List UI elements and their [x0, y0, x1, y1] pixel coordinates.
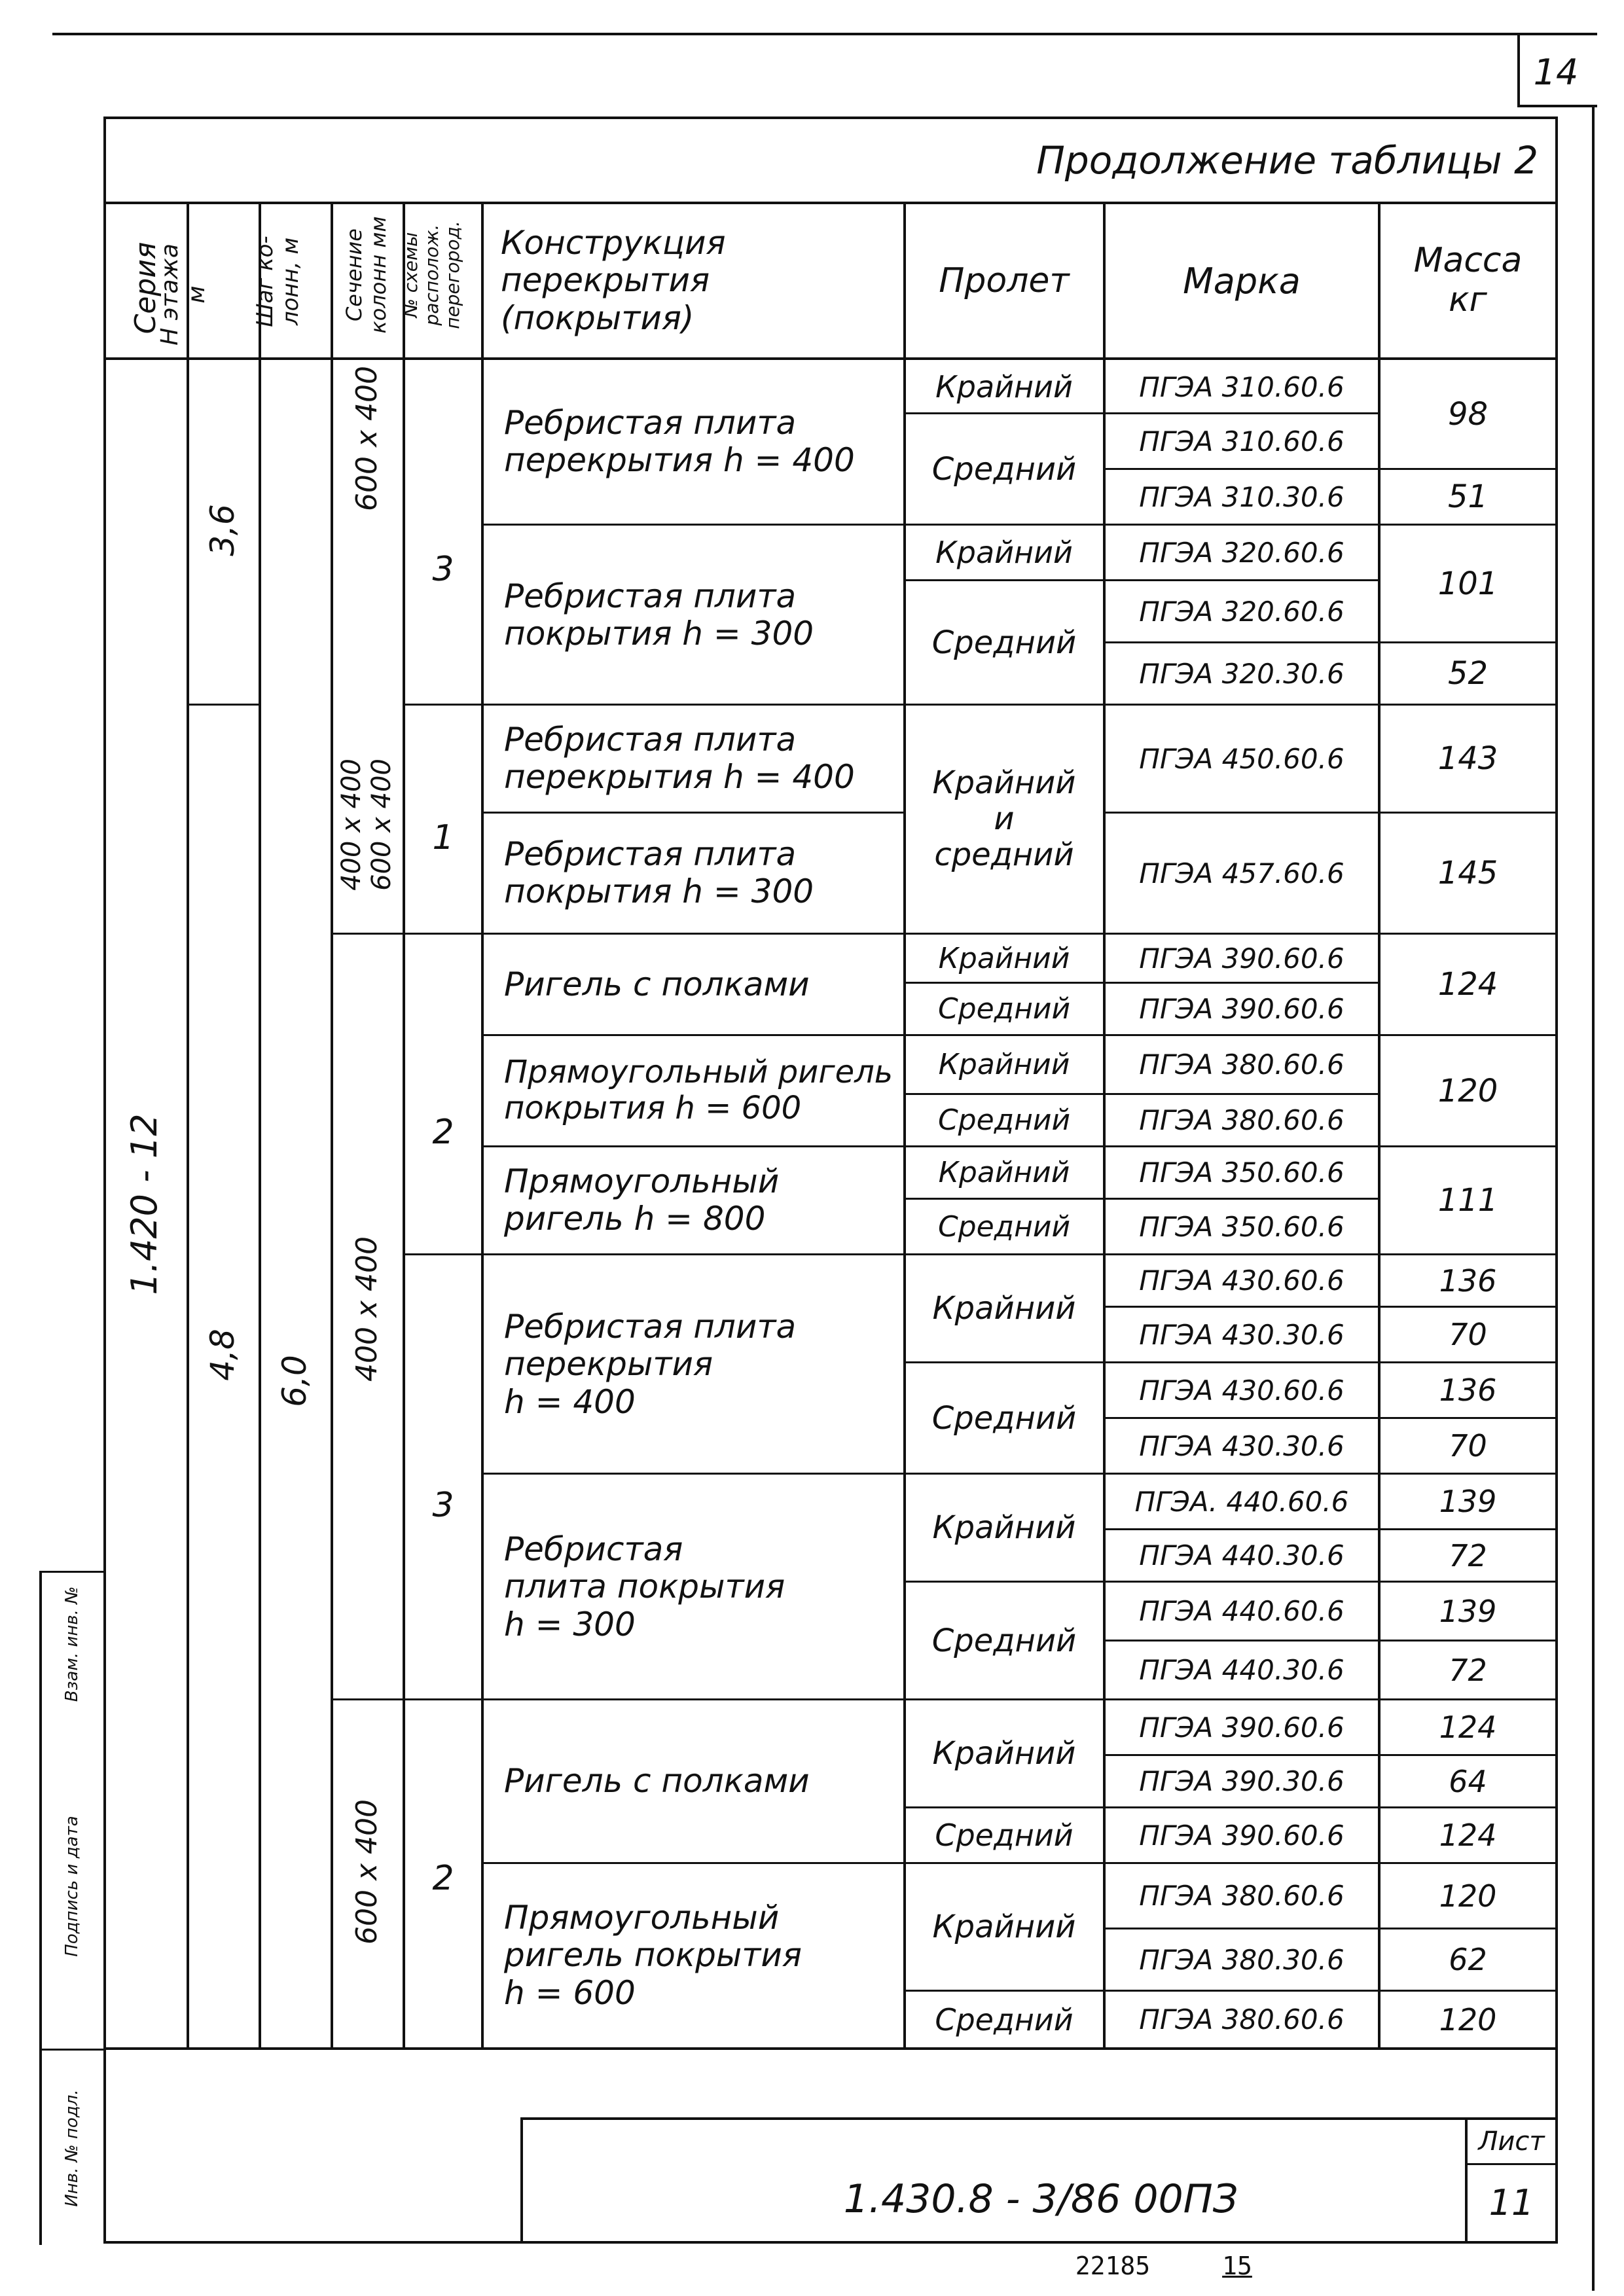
header-column-section: Сечение колонн мм: [342, 216, 391, 334]
mass-sep-18: [1378, 1754, 1558, 1756]
mark-21: ПГЭА 440.60.6: [1139, 1595, 1344, 1627]
span-sep-13: [903, 1473, 1106, 1475]
col-line-1: [187, 202, 189, 2050]
header-construction: Конструкция перекрытия (покрытия): [501, 223, 726, 337]
header-mass: Масса кг: [1413, 241, 1523, 319]
mark-sep-18: [1103, 1473, 1380, 1475]
mark-5: ПГЭА 320.60.6: [1139, 595, 1344, 628]
section-4: 600 х 400: [350, 1799, 384, 1945]
mass-15: 72: [1449, 1537, 1487, 1573]
sheet-label: Лист: [1478, 2126, 1545, 2157]
mass-11: 70: [1449, 1317, 1487, 1352]
mark-14: ПГЭА 350.60.6: [1139, 1210, 1344, 1243]
span-sep-9: [903, 1145, 1106, 1147]
mark-sep-6: [1103, 704, 1380, 706]
header-partition-scheme: № схемы располож. перегород.: [399, 221, 464, 329]
span-9: Средний: [937, 1103, 1071, 1137]
span-11: Средний: [937, 1210, 1071, 1244]
mark-10: ПГЭА 390.60.6: [1139, 993, 1344, 1025]
span-sep-18: [903, 1990, 1106, 1992]
mark-12: ПГЭА 380.60.6: [1139, 1104, 1344, 1136]
span-sep-10: [903, 1198, 1106, 1200]
mass-sep-5: [1378, 812, 1558, 814]
mass-22: 62: [1449, 1942, 1487, 1977]
span-5: Крайний и средний: [932, 764, 1076, 874]
mark-sep-13: [1103, 1198, 1380, 1200]
span-10: Крайний: [938, 1156, 1070, 1189]
scheme-sep-1: [403, 704, 484, 706]
header-series: Серия: [128, 242, 162, 334]
mass-20: 124: [1439, 1818, 1497, 1853]
mass-4: 52: [1447, 655, 1489, 692]
constr-sep-10: [481, 1862, 906, 1864]
construction-1: Ребристая плита перекрытия h = 400: [504, 403, 855, 479]
mass-sep-3: [1378, 641, 1558, 643]
span-8: Крайний: [938, 1048, 1070, 1081]
mass-14: 139: [1439, 1484, 1497, 1519]
title-block-left: [520, 2117, 523, 2244]
mass-13: 70: [1449, 1428, 1487, 1463]
mass-6: 145: [1437, 855, 1498, 891]
mass-18: 124: [1439, 1710, 1497, 1745]
span-sep-16: [903, 1806, 1106, 1808]
mass-sep-12: [1378, 1417, 1558, 1419]
span-sep-14: [903, 1581, 1106, 1583]
mass-sep-2: [1378, 524, 1558, 526]
column-spacing-value: 6,0: [276, 1355, 314, 1407]
span-19: Средний: [935, 2001, 1074, 2037]
span-7: Средний: [937, 992, 1071, 1026]
construction-2: Ребристая плита покрытия h = 300: [504, 577, 814, 653]
bottom-stamp: 22185: [1075, 2251, 1151, 2280]
mass-23: 120: [1439, 2001, 1497, 2037]
constr-sep-4: [481, 933, 906, 935]
header-span: Пролет: [939, 261, 1070, 300]
mark-23: ПГЭА 390.60.6: [1139, 1711, 1344, 1744]
span-2: Средний: [931, 450, 1077, 488]
mark-sep-7: [1103, 812, 1380, 814]
construction-6: Прямоугольный ригель покрытия h = 600: [504, 1053, 893, 1126]
mass-sep-8: [1378, 1145, 1558, 1147]
mark-7: ПГЭА 450.60.6: [1139, 742, 1344, 775]
mark-15: ПГЭА 430.60.6: [1139, 1265, 1344, 1297]
mark-27: ПГЭА 380.30.6: [1139, 1943, 1344, 1976]
mark-sep-9: [1103, 982, 1380, 984]
mark-sep-15: [1103, 1306, 1380, 1308]
mass-3: 101: [1437, 565, 1498, 602]
mark-26: ПГЭА 380.60.6: [1139, 1880, 1344, 1912]
mark-sep-8: [1103, 933, 1380, 935]
mass-sep-20: [1378, 1862, 1558, 1864]
scheme-4: 3: [432, 1486, 454, 1525]
mass-9: 111: [1437, 1182, 1498, 1219]
mass-8: 120: [1437, 1072, 1498, 1109]
mark-sep-3: [1103, 524, 1380, 526]
scheme-3: 2: [432, 1113, 454, 1152]
sheet-corner-number: 14: [1533, 51, 1579, 93]
mass-7: 124: [1437, 966, 1498, 1003]
mark-13: ПГЭА 350.60.6: [1139, 1157, 1344, 1189]
span-14: Крайний: [932, 1509, 1076, 1546]
constr-sep-2: [481, 704, 906, 706]
mark-sep-23: [1103, 1754, 1380, 1756]
scheme-1: 3: [432, 550, 454, 589]
header-column-spacing: Шаг ко- лонн, м: [251, 236, 304, 327]
construction-9: Ребристая плита покрытия h = 300: [504, 1530, 785, 1643]
mass-17: 72: [1449, 1652, 1487, 1688]
mark-sep-27: [1103, 1990, 1380, 1992]
mark-sep-17: [1103, 1417, 1380, 1419]
mark-1: ПГЭА 310.60.6: [1139, 370, 1344, 403]
sheet-number: 11: [1489, 2181, 1534, 2223]
span-3: Крайний: [935, 535, 1073, 570]
span-sep-6: [903, 982, 1106, 984]
constr-sep-8: [481, 1473, 906, 1475]
side-strip-left: [39, 1571, 42, 2245]
constr-sep-3: [481, 812, 906, 814]
span-sep-2: [903, 524, 1106, 526]
span-17: Средний: [935, 1818, 1074, 1853]
construction-10: Ригель с полками: [504, 1762, 810, 1800]
col-line-3: [331, 202, 333, 2050]
frame-bottom: [103, 2241, 1558, 2244]
mark-22: ПГЭА 440.30.6: [1139, 1654, 1344, 1686]
span-12: Крайний: [932, 1290, 1076, 1327]
span-13: Средний: [931, 1399, 1077, 1437]
mark-18: ПГЭА 430.30.6: [1139, 1429, 1344, 1462]
mark-28: ПГЭА 380.60.6: [1139, 2003, 1344, 2036]
span-sep-5: [903, 933, 1106, 935]
side-strip-inv: Инв. № подл.: [62, 2089, 82, 2207]
constr-sep-7: [481, 1253, 906, 1255]
title-block-top: [520, 2117, 1558, 2120]
constr-sep-5: [481, 1034, 906, 1036]
section-3: 400 х 400: [350, 1236, 384, 1382]
section-1: 600 х 400: [350, 366, 384, 511]
mass-sep-6: [1378, 933, 1558, 935]
span-sep-17: [903, 1862, 1106, 1864]
span-16: Крайний: [932, 1735, 1076, 1772]
series-value: 1.420 - 12: [123, 1113, 165, 1295]
scheme-sep-3: [403, 1253, 484, 1255]
mark-6: ПГЭА 320.30.6: [1139, 657, 1344, 690]
mark-sep-24: [1103, 1806, 1380, 1808]
mark-sep-14: [1103, 1253, 1380, 1255]
header-floor-height: Н этажа м: [156, 243, 210, 346]
scheme-sep-4: [403, 1698, 484, 1700]
header-bottom-rule: [103, 357, 1558, 360]
span-15: Средний: [931, 1622, 1077, 1659]
mass-sep-4: [1378, 704, 1558, 706]
mass-sep-11: [1378, 1361, 1558, 1363]
mass-sep-13: [1378, 1473, 1558, 1475]
span-18: Крайний: [932, 1909, 1076, 1945]
frame-top: [103, 117, 1558, 119]
span-sep-3: [903, 579, 1106, 581]
scheme-5: 2: [432, 1859, 454, 1898]
construction-8: Ребристая плита перекрытия h = 400: [504, 1307, 797, 1421]
mark-sep-11: [1103, 1093, 1380, 1095]
mark-sep-10: [1103, 1034, 1380, 1036]
span-sep-15: [903, 1698, 1106, 1700]
floor-height-1: 3,6: [204, 504, 242, 556]
span-sep-11: [903, 1253, 1106, 1255]
mark-sep-16: [1103, 1361, 1380, 1363]
mark-16: ПГЭА 430.30.6: [1139, 1318, 1344, 1351]
section-2: 400 х 400 600 х 400: [336, 759, 397, 891]
span-sep-4: [903, 704, 1106, 706]
mass-sep-9: [1378, 1253, 1558, 1255]
span-sep-7: [903, 1034, 1106, 1036]
table-caption: Продолжение таблицы 2: [1036, 138, 1538, 183]
mass-5: 143: [1437, 740, 1498, 777]
span-sep-8: [903, 1093, 1106, 1095]
constr-sep-9: [481, 1698, 906, 1700]
mass-21: 120: [1439, 1878, 1497, 1914]
construction-7: Прямоугольный ригель h = 800: [504, 1162, 780, 1238]
outer-right-border: [1592, 105, 1595, 2291]
side-strip-replace: Взам. инв. №: [62, 1586, 82, 1702]
mass-sep-16: [1378, 1640, 1558, 1641]
mass-sep-17: [1378, 1698, 1558, 1700]
mark-19: ПГЭА. 440.60.6: [1134, 1485, 1349, 1518]
section-sep-2: [331, 1698, 405, 1700]
construction-11: Прямоугольный ригель покрытия h = 600: [504, 1898, 802, 2012]
mass-sep-19: [1378, 1806, 1558, 1808]
mark-11: ПГЭА 380.60.6: [1139, 1049, 1344, 1081]
col-line-5: [481, 202, 484, 2050]
mark-sep-2: [1103, 468, 1380, 470]
constr-sep-6: [481, 1145, 906, 1147]
mass-sep-14: [1378, 1528, 1558, 1530]
mark-4: ПГЭА 320.60.6: [1139, 536, 1344, 569]
frame-right: [1555, 117, 1558, 2244]
scheme-2: 1: [432, 818, 454, 857]
mark-sep-12: [1103, 1145, 1380, 1147]
mark-3: ПГЭА 310.30.6: [1139, 480, 1344, 513]
mass-10: 136: [1439, 1263, 1497, 1299]
mass-sep-7: [1378, 1034, 1558, 1036]
span-4: Средний: [931, 624, 1077, 661]
mark-sep-5: [1103, 641, 1380, 643]
mark-20: ПГЭА 440.30.6: [1139, 1539, 1344, 1571]
mark-24: ПГЭА 390.30.6: [1139, 1765, 1344, 1797]
construction-5: Ригель с полками: [504, 965, 810, 1003]
mark-9: ПГЭА 390.60.6: [1139, 942, 1344, 975]
floor-height-sep: [187, 704, 261, 706]
mass-1: 98: [1447, 395, 1489, 433]
doc-code: 1.430.8 - 3/86 00ПЗ: [843, 2176, 1238, 2222]
mark-sep-20: [1103, 1581, 1380, 1583]
mark-sep-19: [1103, 1528, 1380, 1530]
scheme-sep-2: [403, 933, 484, 935]
mark-sep-26: [1103, 1928, 1380, 1929]
mark-sep-22: [1103, 1698, 1380, 1700]
section-sep-1: [331, 933, 405, 935]
construction-4: Ребристая плита покрытия h = 300: [504, 834, 814, 910]
constr-sep-1: [481, 524, 906, 526]
mass-sep-1: [1378, 468, 1558, 470]
mark-sep-1: [1103, 412, 1380, 414]
span-sep-1: [903, 412, 1106, 414]
col-line-2: [259, 202, 261, 2050]
span-1: Крайний: [935, 369, 1073, 404]
side-strip-signature: Подпись и дата: [62, 1816, 82, 1957]
corner-box-bottom: [1517, 105, 1597, 107]
mark-sep-4: [1103, 579, 1380, 581]
floor-height-2: 4,8: [204, 1329, 242, 1381]
header-mark: Марка: [1183, 260, 1301, 302]
bottom-format: 15: [1222, 2251, 1252, 2280]
construction-3: Ребристая плита перекрытия h = 400: [504, 720, 855, 796]
mass-sep-21: [1378, 1928, 1558, 1929]
span-sep-12: [903, 1361, 1106, 1363]
mark-sep-21: [1103, 1640, 1380, 1641]
mass-sep-10: [1378, 1306, 1558, 1308]
mark-17: ПГЭА 430.60.6: [1139, 1374, 1344, 1407]
mass-12: 136: [1439, 1372, 1497, 1408]
mark-8: ПГЭА 457.60.6: [1139, 857, 1344, 889]
mark-2: ПГЭА 310.60.6: [1139, 425, 1344, 457]
table-bottom-rule: [103, 2047, 1558, 2050]
top-rule: [52, 33, 1597, 35]
mass-sep-22: [1378, 1990, 1558, 1992]
mass-sep-15: [1378, 1581, 1558, 1583]
mass-16: 139: [1439, 1593, 1497, 1629]
mark-25: ПГЭА 390.60.6: [1139, 1819, 1344, 1852]
mass-19: 64: [1449, 1763, 1487, 1799]
mark-sep-25: [1103, 1862, 1380, 1864]
title-block-sheet-rule: [1465, 2163, 1558, 2165]
span-6: Крайний: [938, 941, 1070, 975]
mass-2: 51: [1447, 478, 1489, 515]
frame-left: [103, 117, 106, 2244]
